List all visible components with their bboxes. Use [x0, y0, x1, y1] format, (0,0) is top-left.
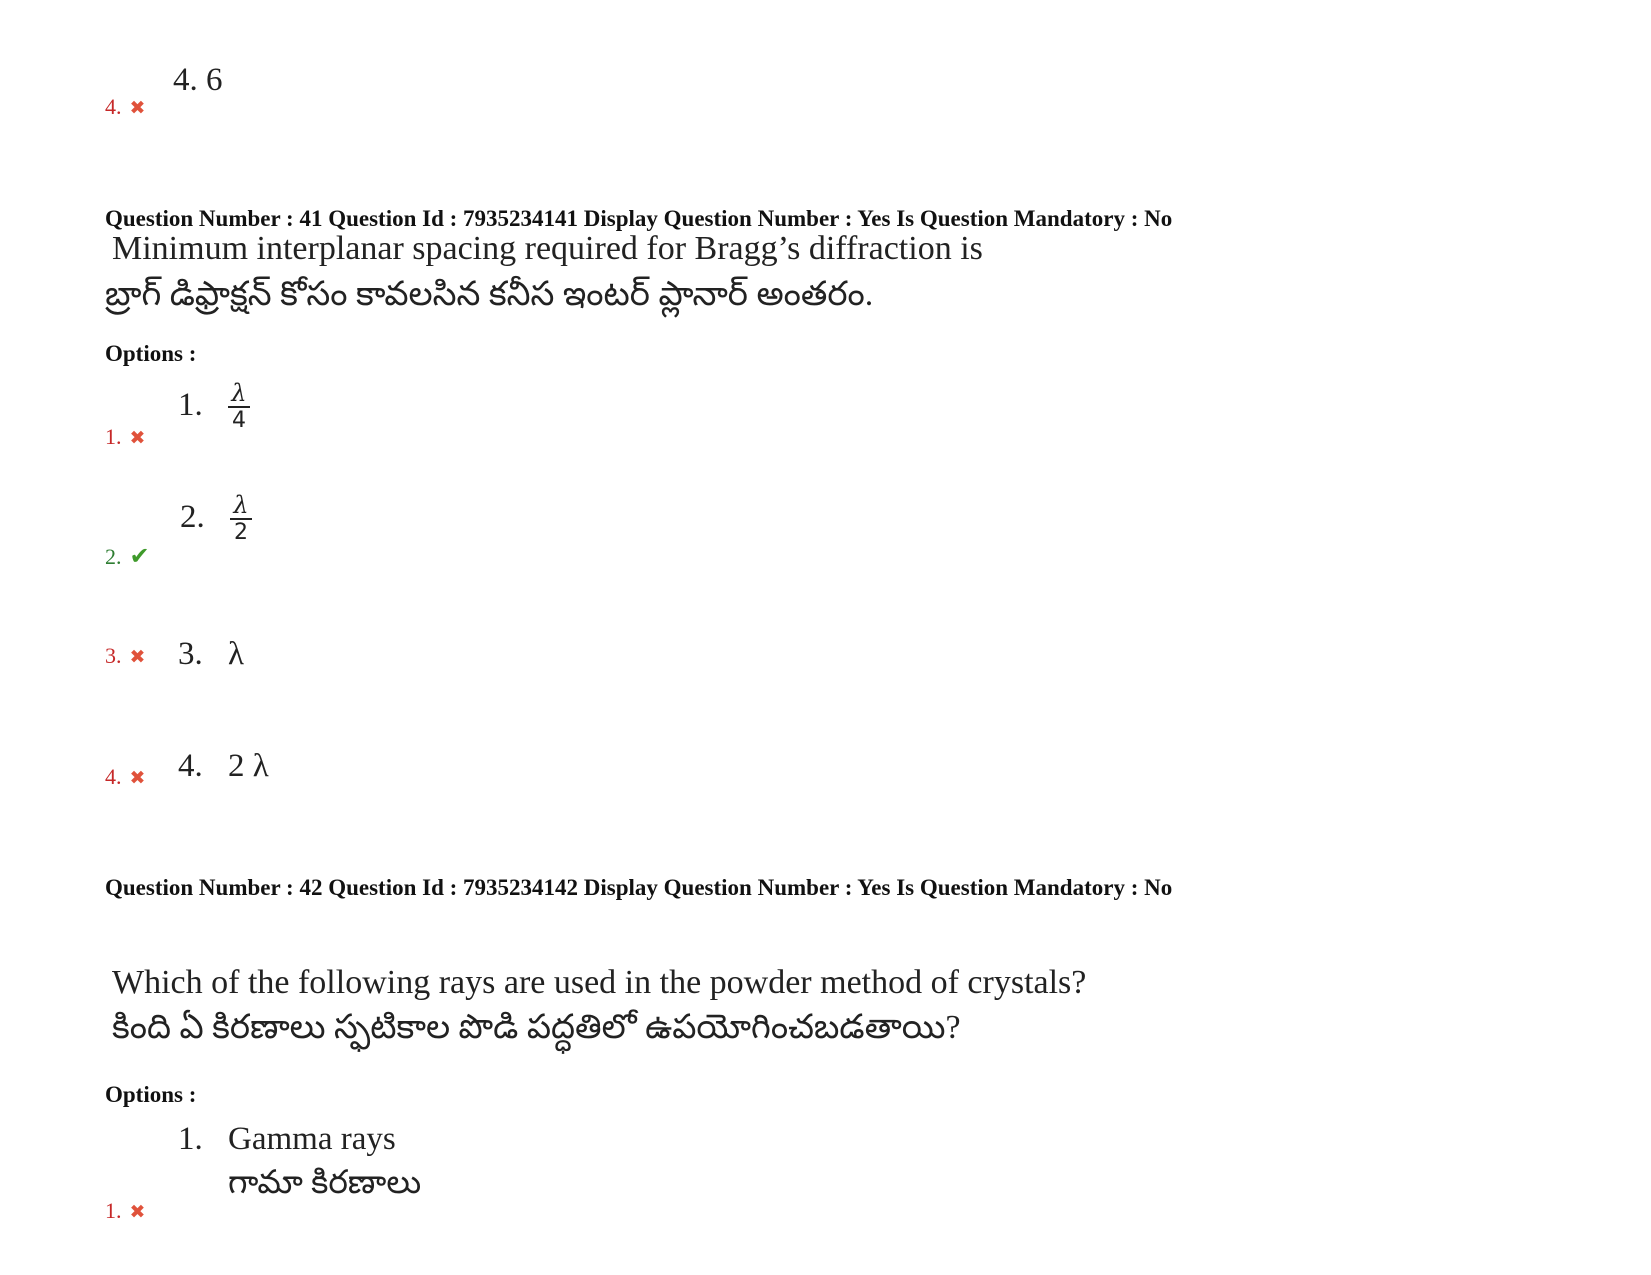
fraction-denominator: 4: [228, 406, 250, 434]
question-42-options-label: Options :: [105, 1082, 197, 1107]
cross-icon: ✖: [129, 97, 146, 119]
cross-icon: ✖: [129, 767, 146, 789]
option-number: 2.: [180, 498, 205, 535]
option-number: 4.: [178, 748, 203, 784]
cross-icon: ✖: [129, 1201, 146, 1223]
cross-icon: ✖: [129, 646, 146, 668]
question-41-option-4-marker: [105, 766, 145, 789]
cross-icon: ✖: [129, 427, 146, 449]
prev-option-4-text: [173, 62, 223, 99]
question-41-option-3: [178, 636, 244, 673]
fraction-numerator: λ: [231, 379, 247, 407]
question-42-text-english: Which of the following rays are used in the powder method of crystals?: [112, 964, 1087, 1001]
prev-option-4-marker: [105, 96, 145, 119]
question-42-header: Question Number : 42 Question Id : 7935234142 Display Question Number : Yes Is Question Mandatory : No: [105, 875, 1173, 900]
question-42-text-telugu: కింది ఏ కిరణాలు స్ఫటికాల పొడి పద్ధతిలో ఉపయోగించబడతాయి?: [112, 1009, 961, 1046]
option-number: 1.: [178, 1121, 203, 1157]
question-41-option-2-marker: [105, 542, 150, 570]
option-marker-number: 2.: [105, 544, 122, 569]
question-42-option-1-marker: [105, 1200, 145, 1223]
fraction-denominator: 2: [230, 518, 252, 546]
option-marker-number: 1.: [105, 1198, 122, 1223]
question-41-text-telugu: బ్రాగ్ డిఫ్రాక్షన్ కోసం కావలసిన కనీస ఇంటర్ ప్లానార్ అంతరం.: [105, 276, 874, 313]
fraction-numerator: λ: [233, 491, 249, 519]
option-text: 2 λ: [228, 748, 269, 784]
question-41-option-1-marker: [105, 426, 145, 449]
option-marker-number: 3.: [105, 643, 122, 668]
option-text: λ: [228, 636, 245, 672]
option-marker-number: 1.: [105, 424, 122, 449]
fraction: [228, 380, 250, 434]
fraction: [230, 492, 252, 546]
option-text-english: Gamma rays: [228, 1121, 396, 1157]
check-icon: ✔: [129, 542, 150, 570]
option-text: 4. 6: [173, 62, 223, 98]
question-41-header: Question Number : 41 Question Id : 7935234141 Display Question Number : Yes Is Question Mandatory : No: [105, 206, 1173, 231]
option-number: 1.: [178, 386, 203, 423]
question-41-option-2: [180, 492, 252, 546]
option-number: 3.: [178, 636, 203, 672]
question-41-option-3-marker: [105, 645, 145, 668]
question-41-option-4: [178, 748, 269, 785]
question-41-option-1: [178, 380, 250, 434]
question-41-options-label: Options :: [105, 341, 197, 366]
question-42-option-1: [178, 1117, 421, 1205]
option-marker-number: 4.: [105, 764, 122, 789]
option-text-telugu: గామా కిరణాలు: [228, 1165, 422, 1201]
question-41-text-english: Minimum interplanar spacing required for Bragg’s diffraction is: [112, 230, 983, 267]
option-marker-number: 4.: [105, 94, 122, 119]
